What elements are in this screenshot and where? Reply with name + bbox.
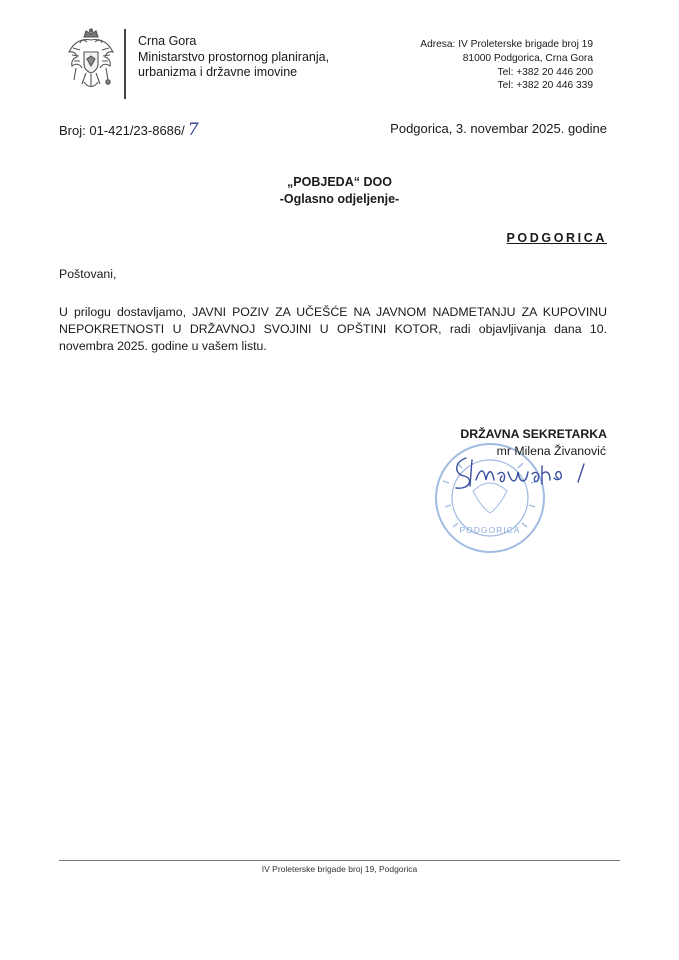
handwritten-signature [446,450,606,498]
place-date: Podgorica, 3. novembar 2025. godine [390,121,607,136]
signatory-title: DRŽAVNA SEKRETARKA [460,427,607,441]
body-paragraph: U prilogu dostavljamo, JAVNI POZIV ZA UČEŠĆE NA JAVNOM NADMETANJU ZA KUPOVINU NEPOKRETNOSTI U DRŽAVNOJ SVOJINI U OPŠTINI KOTOR, radi objavljivanja dana 10. novembra 2025. godine u vašem listu. [59,305,607,354]
reference-number [59,120,199,140]
address-city: 81000 Podgorica, Crna Gora [462,52,593,64]
address-street: Adresa: IV Proleterske brigade broj 19 [420,39,593,50]
phone-1: Tel: +382 20 446 200 [497,66,593,78]
address-block [420,38,593,93]
handwritten-suffix: 7 [187,120,199,140]
header-divider [124,29,126,99]
salutation: Poštovani, [59,267,117,281]
reference-number-text: Broj: 01-421/23-8686/ [59,123,185,138]
footer-rule [59,860,620,861]
ministry-country: Crna Gora [138,34,197,48]
coat-of-arms-logo [64,28,118,94]
stamp-text: PODGORICA [459,525,521,535]
recipient-department: -Oglasno odjeljenje- [279,192,400,206]
phone-2: Tel: +382 20 446 339 [497,80,593,92]
ministry-name-line-1: Ministarstvo prostornog planiranja, [138,49,330,64]
ministry-name-line-2: urbanizma i državne imovine [138,65,298,79]
recipient-city: PODGORICA [506,231,607,245]
signatory-name: mr Milena Živanović [496,444,606,458]
footer-address: IV Proleterske brigade broj 19, Podgorica [261,864,418,874]
recipient-name: „POBJEDA“ DOO [287,175,392,189]
ministry-block [138,34,329,81]
